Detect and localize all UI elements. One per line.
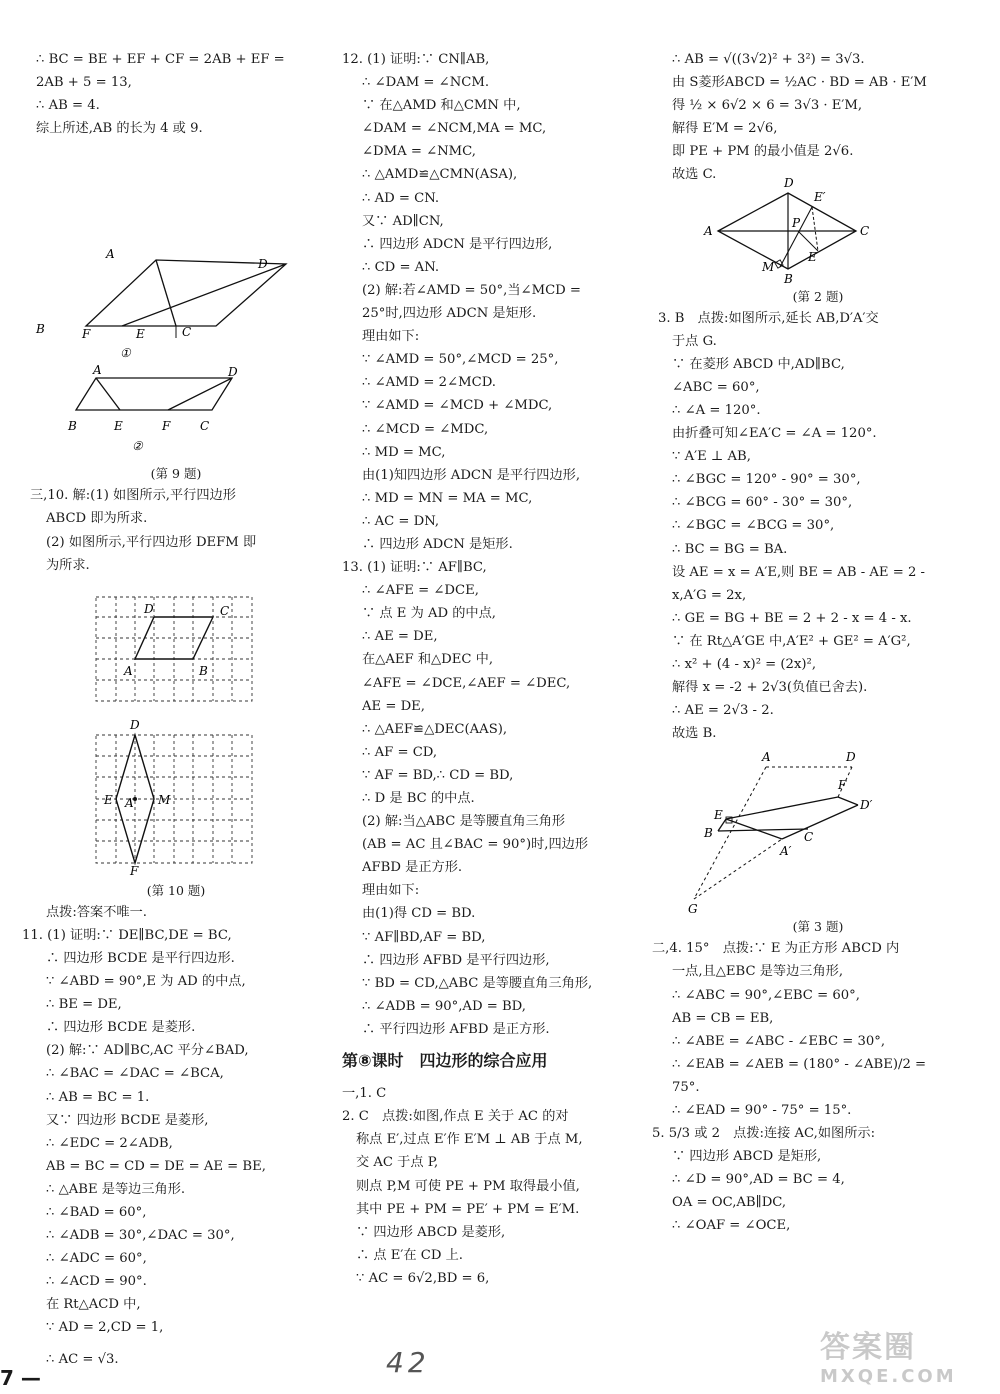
text-line: ∴ ∠D = 90°,AD = BC = 4,	[672, 1172, 845, 1188]
text-line: 设 AE = x = A′E,则 BE = AB - AE = 2 -	[672, 564, 925, 580]
text-line: 75°.	[672, 1079, 700, 1095]
text-line: ∴ ∠ADC = 60°,	[46, 1251, 147, 1267]
text-line: ∴ 点 E′在 CD 上.	[356, 1247, 463, 1263]
text-line: 故选 B.	[672, 726, 717, 742]
text-line: (AB = AC 且∠BAC = 90°)时,四边形	[362, 837, 589, 853]
fig9-part1	[35, 247, 286, 360]
text-line: AE = DE,	[362, 698, 425, 714]
text-line: ∴ ∠BGC = ∠BCG = 30°,	[672, 518, 835, 534]
text-line: ∴ AB = BC = 1.	[46, 1089, 150, 1105]
text-line: ∠DMA = ∠NMC,	[362, 144, 476, 160]
text-line: ∴ ∠EAD = 90° - 75° = 15°.	[672, 1103, 852, 1118]
text-line: 又∵ 四边形 BCDE 是菱形,	[46, 1112, 209, 1128]
text-line: ∴ AB = √((3√2)² + 3²) = 3√3.	[672, 52, 865, 67]
text-line: 在△AEF 和△DEC 中,	[362, 652, 494, 668]
text-line: ∴ ∠EAB = ∠AEB = (180° - ∠ABE)/2 =	[672, 1056, 927, 1072]
text-line: ∴ 平行四边形 AFBD 是正方形.	[362, 1021, 550, 1037]
label-A: A	[93, 363, 102, 378]
text-line: ∠ABC = 60°,	[672, 379, 760, 395]
text-line: ∴ ∠BAC = ∠DAC = ∠BCA,	[46, 1066, 224, 1082]
label-A: A	[762, 750, 771, 765]
text-line: 25°时,四边形 ADCN 是矩形.	[362, 306, 537, 322]
text-line: (2) 如图所示,平行四边形 DEFM 即	[46, 534, 257, 550]
text-line: 13. (1) 证明:∵ AF∥BC,	[342, 560, 487, 576]
text-line: 5. 5/3 或 2 点拨:连接 AC,如图所示:	[652, 1126, 876, 1142]
text-line: 即 PE + PM 的最小值是 2√6.	[672, 144, 854, 160]
label-B: B	[704, 826, 713, 841]
label-G: G	[688, 902, 698, 917]
label-D: D	[228, 365, 238, 380]
label-E: E	[114, 419, 123, 434]
text-line: ∴ ∠MCD = ∠MDC,	[362, 421, 489, 437]
solution-10-text	[30, 484, 316, 576]
label-C: C	[860, 223, 870, 238]
text-line: 由(1)知四边形 ADCN 是平行四边形,	[362, 467, 581, 483]
label-F: F	[162, 419, 171, 434]
text-line: ∵ 在 Rt△A′GE 中,A′E² + GE² = A′G²,	[672, 633, 911, 649]
watermark-logo	[820, 1322, 990, 1388]
text-line: ∴ AC = √3.	[46, 1351, 119, 1367]
text-line: 一,1. C	[342, 1086, 387, 1102]
page-number: 7 —	[0, 1366, 41, 1390]
text-line: 在 Rt△ACD 中,	[46, 1297, 141, 1313]
column-left	[22, 48, 316, 1371]
text-line: AB = CB = EB,	[672, 1010, 774, 1026]
text-line: ∴ ∠ADB = 90°,AD = BD,	[362, 998, 526, 1014]
label-B: B	[68, 419, 77, 434]
text-line: ∴ AE = DE,	[362, 629, 438, 645]
text-line: ∵ 在△AMD 和△CMN 中,	[362, 98, 521, 114]
label-A-prime: A′	[780, 844, 792, 859]
text-line: 一点,且△EBC 是等边三角形,	[672, 964, 844, 980]
label-F: F	[82, 327, 91, 342]
text-line: ∴ MD = MN = MA = MC,	[362, 490, 533, 506]
text-line: ∵ 点 E 为 AD 的中点,	[362, 606, 496, 622]
text-line: AFBD 是正方形.	[362, 860, 463, 876]
text-line: ∵ ∠ABD = 90°,E 为 AD 的中点,	[46, 974, 246, 990]
label-A: A	[704, 223, 713, 238]
text-line: ∵ A′E ⊥ AB,	[672, 449, 751, 465]
label-M: M	[762, 259, 775, 274]
text-line: ∵ 四边形 ABCD 是矩形,	[672, 1149, 822, 1165]
label-C: C	[220, 603, 230, 618]
text-line: 11. (1) 证明:∵ DE∥BC,DE = BC,	[22, 927, 232, 943]
text-line: ∴ BC = BE + EF + CF = 2AB + EF =	[36, 52, 285, 67]
text-line: ∵ 在菱形 ABCD 中,AD∥BC,	[672, 356, 845, 372]
label-B: B	[784, 271, 793, 286]
column-middle	[342, 48, 642, 1290]
text-line: 2. C 点拨:如图,作点 E 关于 AC 的对	[342, 1109, 569, 1125]
text-line: 为所求.	[46, 557, 90, 573]
label-C: C	[804, 830, 814, 845]
text-line: 解得 E′M = 2√6,	[672, 121, 778, 137]
text-line: ∴ ∠EDC = 2∠ADB,	[46, 1135, 173, 1151]
text-line: ∴ △AEF≌△DEC(AAS),	[362, 721, 508, 737]
figure-2-caption: (第 2 题)	[792, 288, 844, 304]
figure-10-grid-1	[36, 583, 316, 713]
label-D: D	[258, 257, 268, 272]
text-line: (2) 解:当△ABC 是等腰直角三角形	[362, 814, 566, 830]
text-line: 3. B 点拨:如图所示,延长 AB,D′A′交	[658, 310, 879, 326]
text-line: ∵ ∠AMD = ∠MCD + ∠MDC,	[362, 398, 553, 414]
text-line: 由折叠可知∠EA′C = ∠A = 120°.	[672, 426, 877, 442]
text-line: ∴ BE = DE,	[46, 997, 122, 1013]
figure-10-grid-2	[36, 717, 316, 877]
text-line: ∴ ∠BAD = 60°,	[46, 1204, 147, 1220]
figure-10-caption: (第 10 题)	[146, 882, 206, 898]
text-line: ∴ ∠BCG = 60° - 30° = 30°,	[672, 495, 853, 511]
label-P: P	[792, 215, 801, 230]
text-line: 则点 P,M 可使 PE + PM 取得最小值,	[356, 1178, 580, 1194]
text-line: 又∵ AD∥CN,	[362, 213, 444, 229]
label-D: D	[784, 175, 794, 190]
text-line: ∴ △AMD≌△CMN(ASA),	[362, 167, 518, 183]
text-line: ∴ AD = CN.	[362, 190, 440, 206]
text-line: 其中 PE + PM = PE′ + PM = E′M.	[356, 1201, 580, 1217]
label-E: E	[808, 249, 817, 264]
text-line: ∴ GE = BG + BE = 2 + 2 - x = 4 - x.	[672, 610, 912, 626]
watermark-bottom: MXQE.COM	[820, 1366, 957, 1387]
label-num-2: ②	[132, 439, 143, 454]
text-line: 12. (1) 证明:∵ CN∥AB,	[342, 52, 490, 67]
text-line: ∴ ∠OAF = ∠OCE,	[672, 1218, 791, 1234]
text-line: ∴ ∠AMD = 2∠MCD.	[362, 375, 496, 391]
label-E: E	[104, 792, 113, 807]
text-line: ∴ AC = DN,	[362, 513, 440, 529]
label-num-1: ①	[120, 346, 131, 361]
text-line: 由(1)得 CD = BD.	[362, 906, 476, 922]
label-E: E	[714, 808, 723, 823]
text-line: ∴ D 是 BC 的中点.	[362, 791, 475, 806]
label-M: M	[158, 792, 171, 807]
text-line: ∴ △ABE 是等边三角形.	[46, 1181, 186, 1197]
text-line: ∴ ∠BGC = 120° - 90° = 30°,	[672, 472, 861, 488]
handwritten-note: 42	[386, 1346, 430, 1379]
text-line: 由 S菱形ABCD = ½AC · BD = AB · E′M	[672, 75, 927, 91]
text-line: ∴ 四边形 ADCN 是矩形.	[362, 536, 513, 552]
label-A: A	[124, 663, 133, 678]
text-line: 理由如下:	[362, 329, 420, 345]
text-line: 解得 x = -2 + 2√3(负值已舍去).	[672, 680, 868, 696]
text-line: ∵ 四边形 ABCD 是菱形,	[356, 1224, 506, 1240]
figure-3-caption: (第 3 题)	[792, 919, 844, 935]
text-line: ∵ ∠AMD = 50°,∠MCD = 25°,	[362, 352, 559, 368]
text-line: 三,10. 解:(1) 如图所示,平行四边形	[30, 488, 236, 504]
label-E: E	[136, 327, 145, 342]
text-line: ∴ 四边形 BCDE 是平行四边形.	[46, 950, 235, 966]
text-line: 二,4. 15° 点拨:∵ E 为正方形 ABCD 内	[652, 941, 900, 957]
section-title: 第⑧课时 四边形的综合应用	[342, 1051, 548, 1071]
text-line: ∴ AB = 4.	[36, 98, 100, 114]
label-A: A	[125, 795, 134, 810]
text-line: ∴ x² + (4 - x)² = (2x)²,	[672, 656, 817, 672]
text-line: ∴ ∠A = 120°.	[672, 402, 761, 418]
text-line: ∵ AF∥BD,AF = BD,	[362, 929, 486, 945]
label-D: D	[144, 601, 154, 616]
solution-11-text	[22, 901, 316, 1371]
text-line: ∵ AC = 6√2,BD = 6,	[356, 1270, 490, 1286]
text-line: ∴ 四边形 AFBD 是平行四边形,	[362, 952, 550, 968]
text-line: ∠AFE = ∠DCE,∠AEF = ∠DEC,	[362, 675, 571, 691]
figure-9-part2	[36, 363, 316, 470]
label-F: F	[130, 863, 139, 878]
text-line: ABCD 即为所求.	[46, 511, 148, 527]
text-line: 故选 C.	[672, 167, 717, 183]
figure-3	[658, 749, 978, 919]
text-line: ∴ AE = 2√3 - 2.	[672, 703, 774, 719]
text-line: 于点 G.	[672, 333, 717, 349]
text-line: (2) 解:若∠AMD = 50°,当∠MCD =	[362, 282, 581, 298]
text-line: ∴ BC = BG = BA.	[672, 541, 788, 557]
text-line: ∴ ∠DAM = ∠NCM.	[362, 75, 490, 91]
text-line: ∴ ∠ACD = 90°.	[46, 1274, 147, 1290]
text-line: 综上所述,AB 的长为 4 或 9.	[36, 121, 203, 137]
text-line: ∵ AF = BD,∴ CD = BD,	[362, 767, 514, 783]
text-line: ∵ BD = CD,△ABC 是等腰直角三角形,	[362, 975, 593, 991]
text-line: 理由如下:	[362, 883, 420, 899]
text-line: ∴ ∠ADB = 30°,∠DAC = 30°,	[46, 1228, 235, 1244]
text-line: ∴ ∠AFE = ∠DCE,	[362, 583, 479, 599]
text-line: (2) 解:∵ AD∥BC,AC 平分∠BAD,	[46, 1043, 249, 1059]
text-line: ∴ MD = MC,	[362, 444, 446, 460]
label-E-prime: E′	[814, 189, 826, 204]
text-line: ∴ ∠ABE = ∠ABC - ∠EBC = 30°,	[672, 1033, 886, 1049]
column-right	[652, 48, 978, 1238]
figure-9	[36, 140, 316, 390]
label-D: D	[130, 717, 140, 732]
label-F: F	[838, 778, 847, 793]
text-line: ∴ ∠ABC = 90°,∠EBC = 60°,	[672, 987, 860, 1003]
text-line: 点拨:答案不唯一.	[46, 904, 147, 920]
label-C: C	[182, 325, 192, 340]
text-line: 交 AC 于点 P,	[356, 1155, 439, 1171]
text-line: ∴ 四边形 ADCN 是平行四边形,	[362, 236, 553, 252]
text-line: 称点 E′,过点 E′作 E′M ⊥ AB 于点 M,	[356, 1132, 583, 1148]
figure-9-caption: (第 9 题)	[150, 466, 202, 482]
label-B: B	[199, 663, 208, 678]
text-line: x,A′G = 2x,	[672, 587, 747, 603]
solution-9-text	[36, 48, 316, 140]
text-line: ∠DAM = ∠NCM,MA = MC,	[362, 121, 547, 137]
text-line: ∵ AD = 2,CD = 1,	[46, 1320, 164, 1336]
label-A: A	[106, 247, 115, 262]
text-line: AB = BC = CD = DE = AE = BE,	[46, 1158, 266, 1174]
text-line: ∴ AF = CD,	[362, 744, 438, 760]
text-line: 2AB + 5 = 13,	[36, 75, 132, 91]
text-line: ∴ 四边形 BCDE 是菱形.	[46, 1020, 196, 1036]
text-line: 得 ½ × 6√2 × 6 = 3√3 · E′M,	[672, 98, 863, 114]
label-D-prime: D′	[860, 798, 873, 813]
label-C: C	[200, 419, 210, 434]
label-D: D	[846, 750, 856, 765]
text-line: ∴ CD = AN.	[362, 259, 440, 275]
label-B: B	[36, 322, 45, 337]
watermark-top: 答案圈	[820, 1330, 916, 1365]
text-line: OA = OC,AB∥DC,	[672, 1195, 787, 1211]
